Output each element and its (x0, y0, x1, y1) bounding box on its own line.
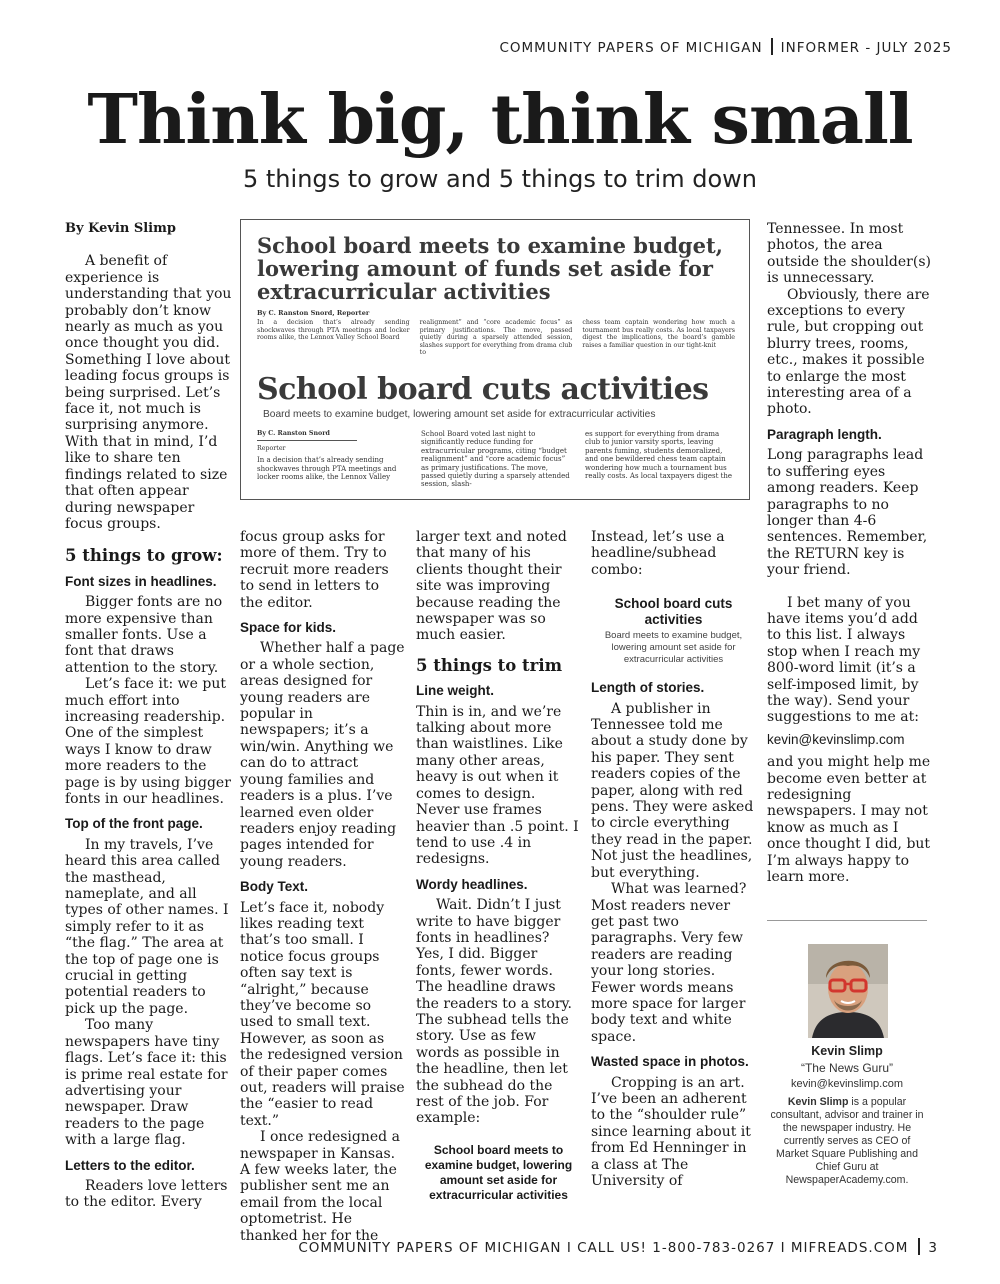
author-bio-name: Kevin Slimp (787, 1096, 849, 1108)
subheading-line-weight: Line weight. (416, 683, 495, 699)
paragraph: I once redesigned a newspaper in Kansas. A few weeks later, the publisher sent me an email from the local optometrist. He thanked her for the (240, 1129, 400, 1244)
sample-subhead: Board meets to examine budget, lowering amount set aside for extracurricular activities (263, 408, 656, 420)
byline: By Kevin Slimp (65, 221, 176, 236)
column-1 (65, 221, 233, 1211)
paragraph: focus group asks for more of them. Try to recruit more readers to send in letters to the editor. (240, 529, 389, 611)
column-4 (591, 529, 756, 1189)
author-email-inline: kevin@kevinslimp.com (767, 731, 905, 747)
sample-text: realignment” and “core academic focus” as primary justifications. The move, passed quietly during a sparsely attended session, slashes support for everything from drama club to (419, 319, 573, 357)
header-issue: INFORMER - JULY 2025 (780, 40, 952, 56)
article-title: Think big, think small (87, 80, 913, 160)
subheading-space-for-kids: Space for kids. (240, 620, 337, 636)
section-heading-trim: 5 things to trim (416, 655, 563, 675)
author-tagline: “The News Guru” (800, 1061, 894, 1075)
column-5 (767, 221, 932, 885)
subheading-paragraph-length: Paragraph length. (767, 426, 882, 442)
sample-text: In a decision that’s already sending shockwaves through PTA meetings and locker rooms alike, the Lennox Valley (257, 456, 397, 481)
paragraph: Let’s face it, nobody likes reading text that’s too small. I notice focus groups often say text is “alright,” because they’ve become so used to small text. However, as soon as the redesigned version of their paper comes out, readers will praise the “easier to read text.” (240, 899, 405, 1129)
subheading-font-sizes: Font sizes in headlines. (65, 573, 217, 589)
paragraph: Let’s face it: we put much effort into increasing readership. One of the simplest ways I know to draw more readers to the page is by using bigger fonts in our headlines. (65, 676, 231, 807)
paragraph: Tennessee. In most photos, the area outside the shoulder(s) is unnecessary. (767, 221, 931, 287)
example-long-headline: School board meets to examine budget, lowering amount set aside for extracurricular activities (424, 1142, 573, 1202)
paragraph: Bigger fonts are no more expensive than smaller fonts. Use a font that draws attention to the story. (65, 594, 223, 676)
paragraph: Too many newspapers have tiny flags. Let’s face it: this is prime real estate for advertising your newspaper. Draw readers to the page with a large flag. (65, 1017, 228, 1149)
footer-contact: COMMUNITY PAPERS OF MICHIGAN I CALL US! 1-800-783-0267 I MIFREADS.COM (298, 1240, 909, 1256)
sample-text: School Board voted last night to significantly reduce funding for extracurricular programs, citing “budget realignment” and “core academic focus” as primary justifications. The move, passed quietly during a sparsely attended session, slash- (421, 429, 570, 489)
subheading-top-front-page: Top of the front page. (65, 816, 203, 832)
sample-long-headline: School board meets to examine budget, lowering amount of funds set aside for extracurricular activities (257, 233, 723, 304)
paragraph: What was learned? Most readers never get past two paragraphs. Very few readers are reading your long stories. Fewer words means more space for larger body text and white space. (591, 881, 747, 1045)
sample-byline-name: By C. Ranston Snord (257, 430, 357, 441)
paragraph: Cropping is an art. I’ve been an adherent to the “shoulder rule” since learning about it from Ed Henninger in a class at The University of (591, 1074, 751, 1189)
sample-text-columns (257, 319, 735, 357)
paragraph: A publisher in Tennessee told me about a study done by his paper. They sent readers copies of the paper, along with red pens. They were asked to circle everything they read in the paper. Not just the headlines, but everything. (591, 700, 754, 881)
paragraph: Obviously, there are exceptions to every rule, but cropping out blurry trees, rooms, etc., makes it possible to enlarge the most interesting area of a photo. (767, 286, 930, 418)
page-header (499, 38, 952, 56)
subheading-wordy-headlines: Wordy headlines. (416, 876, 528, 892)
sample-short-headline: School board cuts activities (257, 371, 709, 407)
sample-headline-clipping (240, 219, 750, 500)
sample-byline-role: Reporter (257, 444, 286, 452)
subheading-length-of-stories: Length of stories. (591, 680, 705, 696)
header-publication: COMMUNITY PAPERS OF MICHIGAN (499, 40, 763, 56)
bio-divider (767, 920, 927, 921)
author-bio (767, 1044, 927, 1187)
subheading-letters: Letters to the editor. (65, 1157, 195, 1173)
sample-byline-block (257, 430, 407, 489)
section-heading-grow: 5 things to grow: (65, 546, 223, 566)
sample-text: es support for everything from drama club to junior varsity sports, leaving parents fuming, students demoralized, and one bewildered chess team captain wondering how much a tournament bus really costs. As local taxpayers digest the (585, 429, 733, 480)
column-2 (240, 529, 405, 1244)
paragraph: A benefit of experience is understanding that you probably don’t know nearly as much as you once thought you did. Something I love about leading focus groups is being surprised. Let’s face it, not much is surprising anymore. With that in mind, I’d like to share ten findings related to size that often appear during newspaper focus groups. (65, 253, 232, 532)
sample-byline: By C. Ranston Snord, Reporter (257, 309, 370, 317)
paragraph: and you might help me become even better at redesigning newspapers. I may not know as much as I once thought I did, but I’m always happy to learn more. (767, 754, 931, 886)
example-short-headline: School board cuts activities (614, 596, 733, 628)
author-email: kevin@kevinslimp.com (790, 1078, 904, 1090)
paragraph: larger text and noted that many of his clients thought their site was improving because reading the newspaper was so much easier. (416, 529, 567, 644)
author-photo-illustration (808, 944, 888, 1038)
author-photo (808, 944, 888, 1038)
sample-text: chess team captain wondering how much a tournament bus really costs. As local taxpayers digest the implications, the board’s gamble raises a familiar question in our tight-knit (582, 319, 736, 349)
footer-divider (918, 1238, 920, 1255)
example-subhead: Board meets to examine budget, lowering amount set aside for extracurricular activities (604, 630, 743, 666)
author-bio-description: is a popular consultant, advisor and trainer in the newspaper industry. He currently serves as CEO of Market Square Publishing and Chief Guru at NewspaperAcademy.com. (770, 1096, 924, 1186)
author-name: Kevin Slimp (811, 1044, 883, 1058)
paragraph: Readers love letters to the editor. Every (65, 1177, 228, 1211)
subheading-wasted-space: Wasted space in photos. (591, 1054, 749, 1070)
paragraph: Long paragraphs lead to suffering eyes among readers. Keep paragraphs to no longer than 4-6 sentences. Remember, the RETURN key is your friend. (767, 447, 928, 579)
paragraph: Instead, let’s use a headline/subhead combo: (591, 529, 725, 578)
paragraph: Wait. Didn’t I just write to have bigger fonts in headlines? Yes, I did. Bigger fonts, fewer words. The headline draws the readers to a story. The subhead tells the story. Use as few words as possible in the headline, then let the subhead do the rest of the job. For example: (416, 897, 573, 1127)
sample-text-columns-2 (257, 430, 735, 489)
page-footer (298, 1238, 938, 1256)
paragraph: Thin is in, and we’re talking about more than waistlines. Like many other areas, heavy is out when it comes to design. Never use frames heavier than .5 point. I tend to use .4 in redesigns. (416, 703, 579, 868)
sample-text: In a decision that’s already sending shockwaves through PTA meetings and locker rooms alike, the Lennox Valley School Board (257, 319, 410, 342)
subheading-body-text: Body Text. (240, 879, 309, 895)
header-divider (771, 38, 773, 55)
paragraph: In my travels, I’ve heard this area called the masthead, nameplate, and all types of other names. I simply refer to it as “the flag.” The area at the top of page one is crucial in getting potential readers to pick up the page. (65, 836, 229, 1017)
author-bio-text (767, 1096, 927, 1187)
paragraph: Whether half a page or a whole section, areas designed for young readers are popular in newspapers; it’s a win/win. Anything we can do to attract young families and readers is a plus. I’ve learned even older readers enjoy reading pages intended for young readers. (240, 640, 405, 870)
page-number: 3 (928, 1240, 938, 1256)
column-3 (416, 529, 581, 1203)
article-subtitle: 5 things to grow and 5 things to trim down (243, 165, 757, 193)
paragraph: I bet many of you have items you’d add to this list. I always stop when I reach my 800-word limit (it’s a self-imposed limit, by the way). Send your suggestions to me at: (767, 594, 921, 726)
